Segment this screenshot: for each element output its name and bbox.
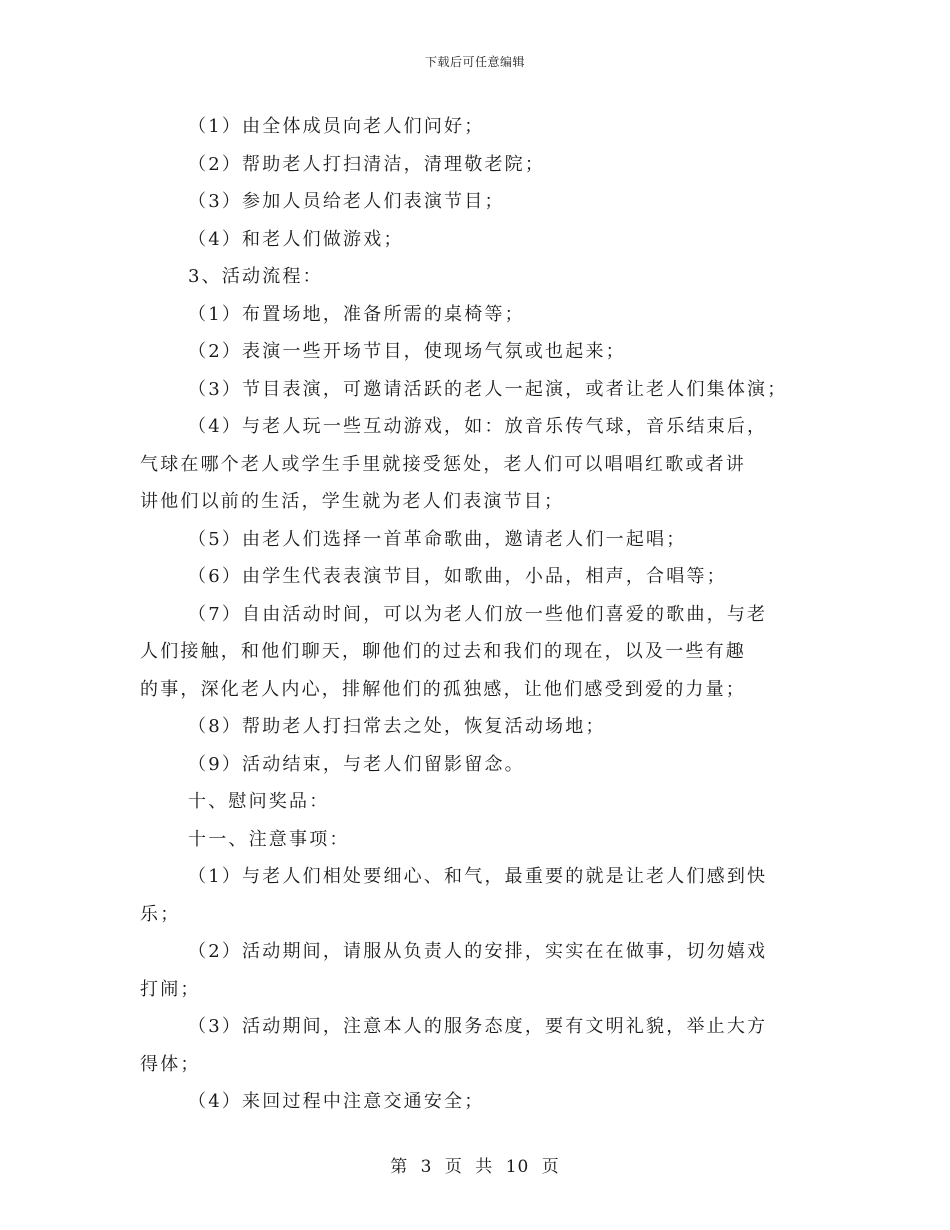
body-line: （8）帮助老人打扫常去之处，恢复活动场地； [188,716,606,737]
body-line: （3）活动期间，注意本人的服务态度，要有文明礼貌，举止大方 [188,1016,768,1037]
body-line: （2）活动期间，请服从负责人的安排，实实在在做事，切勿嬉戏 [188,941,768,962]
body-line: 讲他们以前的生活，学生就为老人们表演节目； [140,491,565,512]
footer-current-page: 3 [420,1157,433,1177]
section-heading: 十一、注意事项： [188,828,350,850]
footer-prefix: 第 [390,1157,409,1177]
body-line: （5）由老人们选择一首革命歌曲，邀请老人们一起唱； [188,528,687,550]
body-line: 得体； [140,1053,201,1075]
body-line: 气球在哪个老人或学生手里就接受惩处，老人们可以唱唱红歌或者讲 [140,453,746,475]
body-line: （6）由学生代表表演节目，如歌曲，小品，相声，合唱等； [188,566,727,587]
page-header: 下载后可任意编辑 [424,55,525,69]
body-line: （2）表演一些开场节目，使现场气氛或也起来； [188,341,626,362]
page-footer [0,1152,950,1177]
section-heading: 3、活动流程： [188,266,323,287]
body-line: （1）与老人们相处要细心、和气，最重要的就是让老人们感到快 [188,866,768,887]
body-line: （7）自由活动时间，可以为老人们放一些他们喜爱的歌曲，与老 [188,603,768,625]
footer-suffix: 页 [541,1157,560,1177]
body-line: （2）帮助老人打扫清洁，清理敬老院； [188,153,546,175]
footer-total-word: 共 [475,1157,494,1177]
footer-total-pages: 10 [505,1157,530,1177]
body-line: （4）与老人玩一些互动游戏，如：放音乐传气球，音乐结束后， [188,416,768,437]
body-line: 人们接触，和他们聊天，聊他们的过去和我们的现在，以及一些有趣 [140,641,746,662]
section-heading: 十、慰问奖品： [188,791,330,812]
body-line: （4）和老人们做游戏； [188,228,404,250]
body-line: （1）由全体成员向老人们问好； [188,116,485,137]
body-line: （4）来回过程中注意交通安全； [188,1091,485,1112]
footer-page-word: 页 [444,1157,463,1177]
body-line: （1）布置场地，准备所需的桌椅等； [188,303,525,325]
body-line: 的事，深化老人内心，排解他们的孤独感，让他们感受到爱的力量； [140,678,746,700]
body-line: （9）活动结束，与老人们留影留念。 [188,753,525,775]
document-body [140,108,820,1121]
body-line: （3）参加人员给老人们表演节目； [188,191,505,212]
body-line: 打闹； [140,978,201,1000]
body-line: 乐； [140,903,181,925]
body-line: （3）节目表演，可邀请活跃的老人一起演，或者让老人们集体演； [188,378,788,400]
